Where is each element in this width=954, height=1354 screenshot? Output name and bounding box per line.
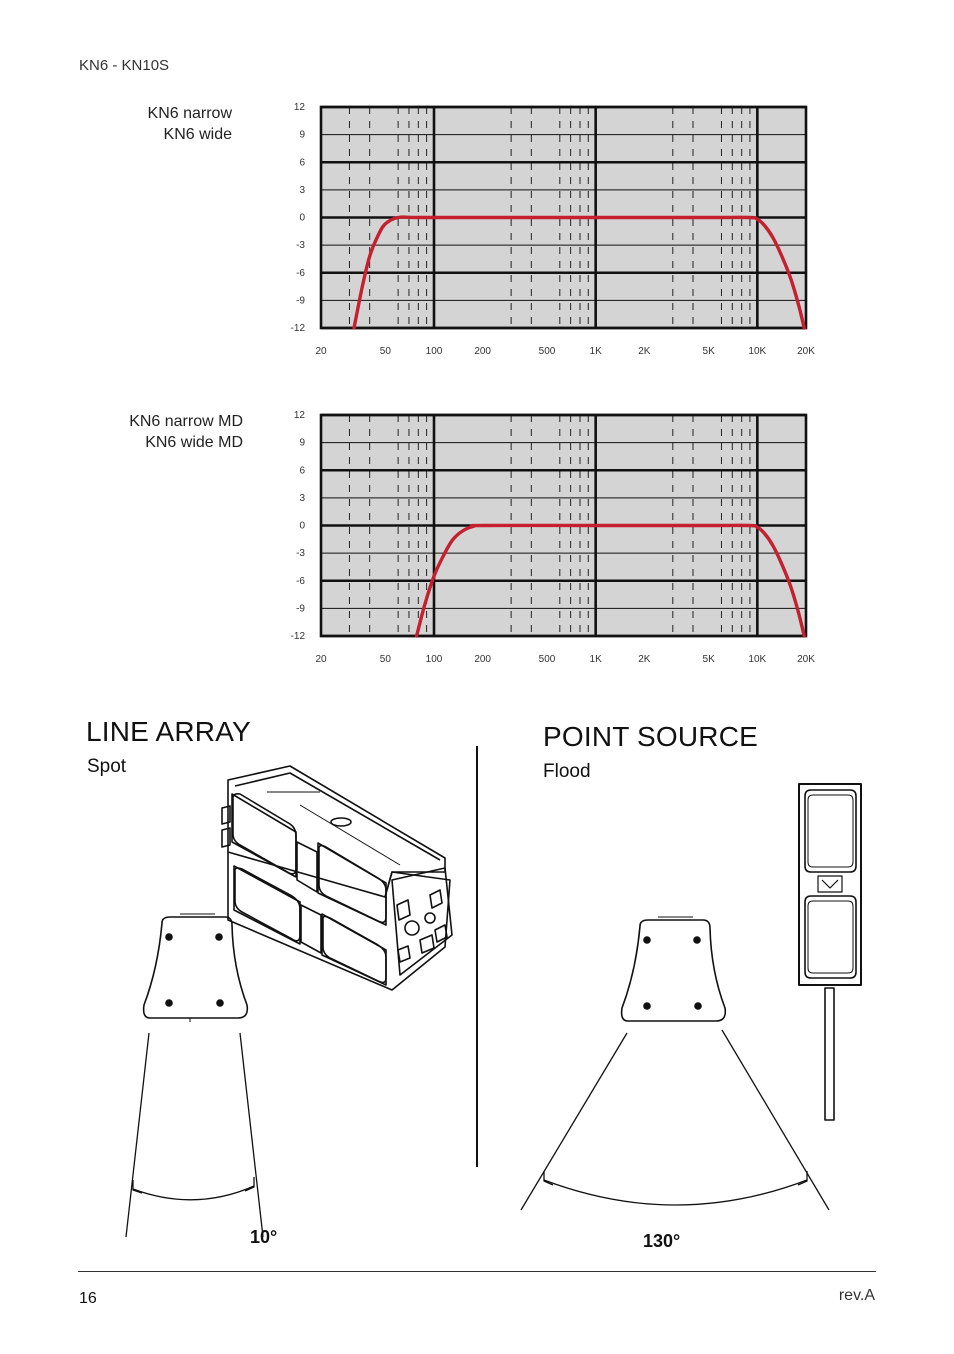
line-array-subtitle: Spot [87,756,127,777]
y-tick-label: -3 [296,240,305,252]
y-tick-label: 6 [299,465,305,477]
x-tick-label: 2K [638,346,651,357]
flood-coverage-left-line [521,1033,627,1210]
y-tick-label: -12 [290,323,305,334]
y-tick-label: 0 [299,520,305,532]
x-tick-label: 100 [425,346,443,357]
x-tick-label: 5K [702,346,715,357]
flood-angle-arc [544,1180,807,1205]
y-tick-label: -6 [296,575,305,587]
flood-angle-label: 130° [643,1231,681,1251]
spot-coverage-right-line [240,1033,263,1237]
page-header-title: KN6 - KN10S [79,57,170,74]
y-tick-label: 9 [299,437,305,449]
x-tick-label: 10K [748,346,767,357]
y-tick-label: -9 [296,603,305,615]
chart1-legend-item-1: KN6 narrow [147,105,232,122]
x-tick-label: 200 [474,346,492,357]
point-source-speaker-on-pole-illustration [799,784,861,1120]
footer-rule [78,1271,876,1272]
spot-coverage-left-line [126,1033,149,1237]
x-tick-label: 20K [797,346,815,357]
x-tick-label: 1K [589,654,602,665]
y-tick-label: 12 [293,102,305,113]
x-tick-label: 50 [379,654,391,665]
point-source-speaker-top-view [622,917,726,1021]
y-tick-label: -12 [290,631,305,642]
line-array-speaker-top-view [144,914,248,1022]
chart2-legend-item-2: KN6 wide MD [145,434,243,451]
spot-angle-label: 10° [250,1227,278,1247]
y-tick-label: -6 [296,267,305,279]
frequency-response-chart-2 [291,410,816,665]
y-tick-label: -3 [296,548,305,560]
y-tick-label: 3 [299,492,305,504]
x-tick-label: 2K [638,654,651,665]
line-array-title: LINE ARRAY [86,716,251,747]
x-tick-label: 20 [315,654,327,665]
flood-coverage-right-line [722,1030,829,1210]
page-number: 16 [79,1290,97,1307]
y-tick-label: 6 [299,157,305,169]
chart1-legend-item-2: KN6 wide [163,126,232,143]
x-tick-label: 500 [538,346,556,357]
coverage-illustrations [0,740,954,1260]
x-tick-label: 50 [379,346,391,357]
point-source-subtitle: Flood [543,761,591,782]
line-array-speaker-stack-illustration [222,766,452,990]
point-source-title: POINT SOURCE [543,721,759,752]
x-tick-label: 200 [474,654,492,665]
x-tick-label: 20K [797,654,815,665]
x-tick-label: 20 [315,346,327,357]
chart2-legend-item-1: KN6 narrow MD [129,413,243,430]
x-tick-label: 100 [425,654,443,665]
frequency-response-chart-1 [291,102,816,357]
spot-angle-arc [133,1186,254,1200]
y-tick-label: 3 [299,184,305,196]
y-tick-label: 12 [293,410,305,421]
revision-label: rev.A [838,1287,875,1304]
x-tick-label: 500 [538,654,556,665]
y-tick-label: 9 [299,129,305,141]
x-tick-label: 5K [702,654,715,665]
y-tick-label: -9 [296,295,305,307]
x-tick-label: 1K [589,346,602,357]
y-tick-label: 0 [299,212,305,224]
x-tick-label: 10K [748,654,767,665]
